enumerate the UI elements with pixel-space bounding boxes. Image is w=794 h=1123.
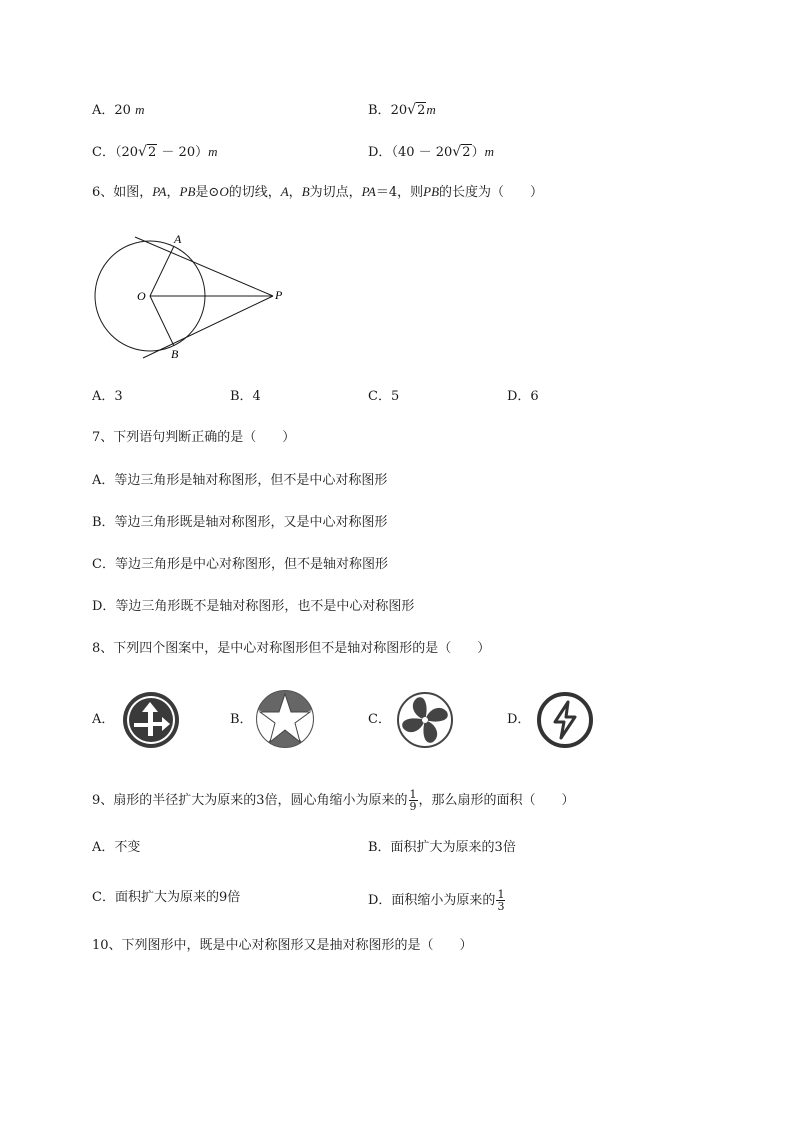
q5-b-radicand: 2 — [417, 103, 426, 118]
q5-b-value: 20 — [390, 103, 408, 118]
q5-a-label: A． — [92, 103, 115, 118]
q5-c-open: （20 — [114, 145, 138, 160]
q5-a-unit: m — [135, 102, 145, 117]
frac-denominator: 9 — [409, 800, 417, 813]
q6-option-b: B．4 — [230, 389, 261, 404]
lightning-bolt-icon — [535, 690, 595, 750]
pinwheel-pattern-icon — [395, 690, 455, 750]
q9-stem — [92, 789, 575, 812]
tangent-line-pb — [143, 296, 273, 358]
fraction-one-third — [496, 889, 505, 912]
q5-d-label: D． — [368, 145, 392, 160]
point-a-label: A — [174, 232, 182, 246]
q9-stem-part: ，那么扇形的面积（ ） — [418, 793, 575, 808]
q9-option-b: B．面积扩大为原来的3倍 — [368, 840, 516, 855]
q5-b-label: B． — [368, 103, 391, 118]
q6-option-a: A．3 — [92, 389, 123, 404]
q5-d-radicand: 2 — [462, 145, 471, 160]
q7-stem: 7、下列语句判断正确的是（ ） — [92, 430, 296, 445]
q7-option-d: D．等边三角形既不是轴对称图形，也不是中心对称图形 — [92, 599, 415, 614]
fraction-one-ninth — [409, 789, 418, 812]
q5-c-rest: － 20） — [157, 145, 209, 160]
q9-option-d — [368, 889, 506, 912]
sqrt-symbol: √ 2 — [452, 144, 471, 160]
q10-stem: 10、下列图形中，既是中心对称图形又是抽对称图形的是（ ） — [92, 938, 473, 953]
star-in-circle-icon — [254, 688, 316, 750]
radius-ob — [150, 296, 174, 346]
q6-option-c: C．5 — [368, 389, 400, 404]
q6-a: A — [280, 184, 289, 199]
frac-numerator: 1 — [497, 888, 505, 901]
q5-option-d — [368, 143, 494, 162]
point-p-label: P — [275, 288, 283, 302]
q8-option-c-label: C． — [368, 712, 391, 727]
q7-option-c: C．等边三角形是中心对称图形，但不是轴对称图形 — [92, 557, 388, 572]
q5-option-b — [368, 101, 436, 120]
q5-c-label: C． — [92, 145, 115, 160]
q5-d-open: （40 － 20 — [391, 145, 453, 160]
q6-stem-part: ， — [166, 185, 180, 200]
traffic-sign-turn-icon — [120, 690, 182, 750]
q6-pa: PA — [152, 184, 167, 199]
q8-stem: 8、下列四个图案中，是中心对称图形但不是轴对称图形的是（ ） — [92, 641, 491, 656]
frac-numerator: 1 — [409, 788, 417, 801]
q9-d-text: D．面积缩小为原来的 — [368, 893, 496, 908]
q8-option-d-label: D． — [507, 712, 531, 727]
q8-option-b-label: B． — [230, 712, 253, 727]
q6-stem-part: ＝4，则 — [375, 185, 424, 200]
q6-stem-part: 6、如图， — [92, 185, 153, 200]
q6-b: B — [301, 184, 310, 199]
q9-option-a: A．不变 — [92, 840, 141, 855]
radius-oa — [150, 246, 174, 296]
point-b-label: B — [171, 347, 179, 361]
q6-option-d: D．6 — [507, 389, 539, 404]
q5-d-unit: m — [484, 144, 494, 159]
point-o-label: O — [137, 289, 146, 303]
q6-pb: PB — [423, 184, 440, 199]
q5-b-unit: m — [426, 102, 436, 117]
q8-option-a-label: A． — [92, 712, 115, 727]
q7-option-a: A．等边三角形是轴对称图形，但不是中心对称图形 — [92, 473, 388, 488]
q5-c-radicand: 2 — [148, 145, 157, 160]
q6-stem-part: ， — [288, 185, 302, 200]
q6-stem — [92, 183, 543, 202]
q6-stem-part: 为切点， — [309, 185, 362, 200]
q5-c-unit: m — [208, 144, 218, 159]
q5-option-a — [92, 101, 144, 120]
q5-d-close: ） — [471, 145, 485, 160]
q9-stem-part: 9、扇形的半径扩大为原来的3倍，圆心角缩小为原来的 — [92, 793, 408, 808]
q7-option-b: B．等边三角形既是轴对称图形，又是中心对称图形 — [92, 515, 388, 530]
q5-option-c — [92, 143, 217, 162]
q6-pa: PA — [361, 184, 376, 199]
tangent-figure — [85, 225, 295, 365]
q6-pb: PB — [179, 184, 196, 199]
frac-denominator: 3 — [497, 900, 505, 913]
q5-a-value: 20 — [114, 103, 131, 118]
q6-o: O — [219, 184, 229, 199]
q9-option-c: C．面积扩大为原来的9倍 — [92, 890, 241, 905]
q6-stem-part: 是⊙ — [195, 185, 220, 200]
q6-stem-part: 的长度为（ ） — [439, 185, 544, 200]
sqrt-symbol: √ 2 — [138, 144, 157, 160]
q6-stem-part: 的切线， — [228, 185, 281, 200]
sqrt-symbol: √ 2 — [407, 102, 426, 118]
